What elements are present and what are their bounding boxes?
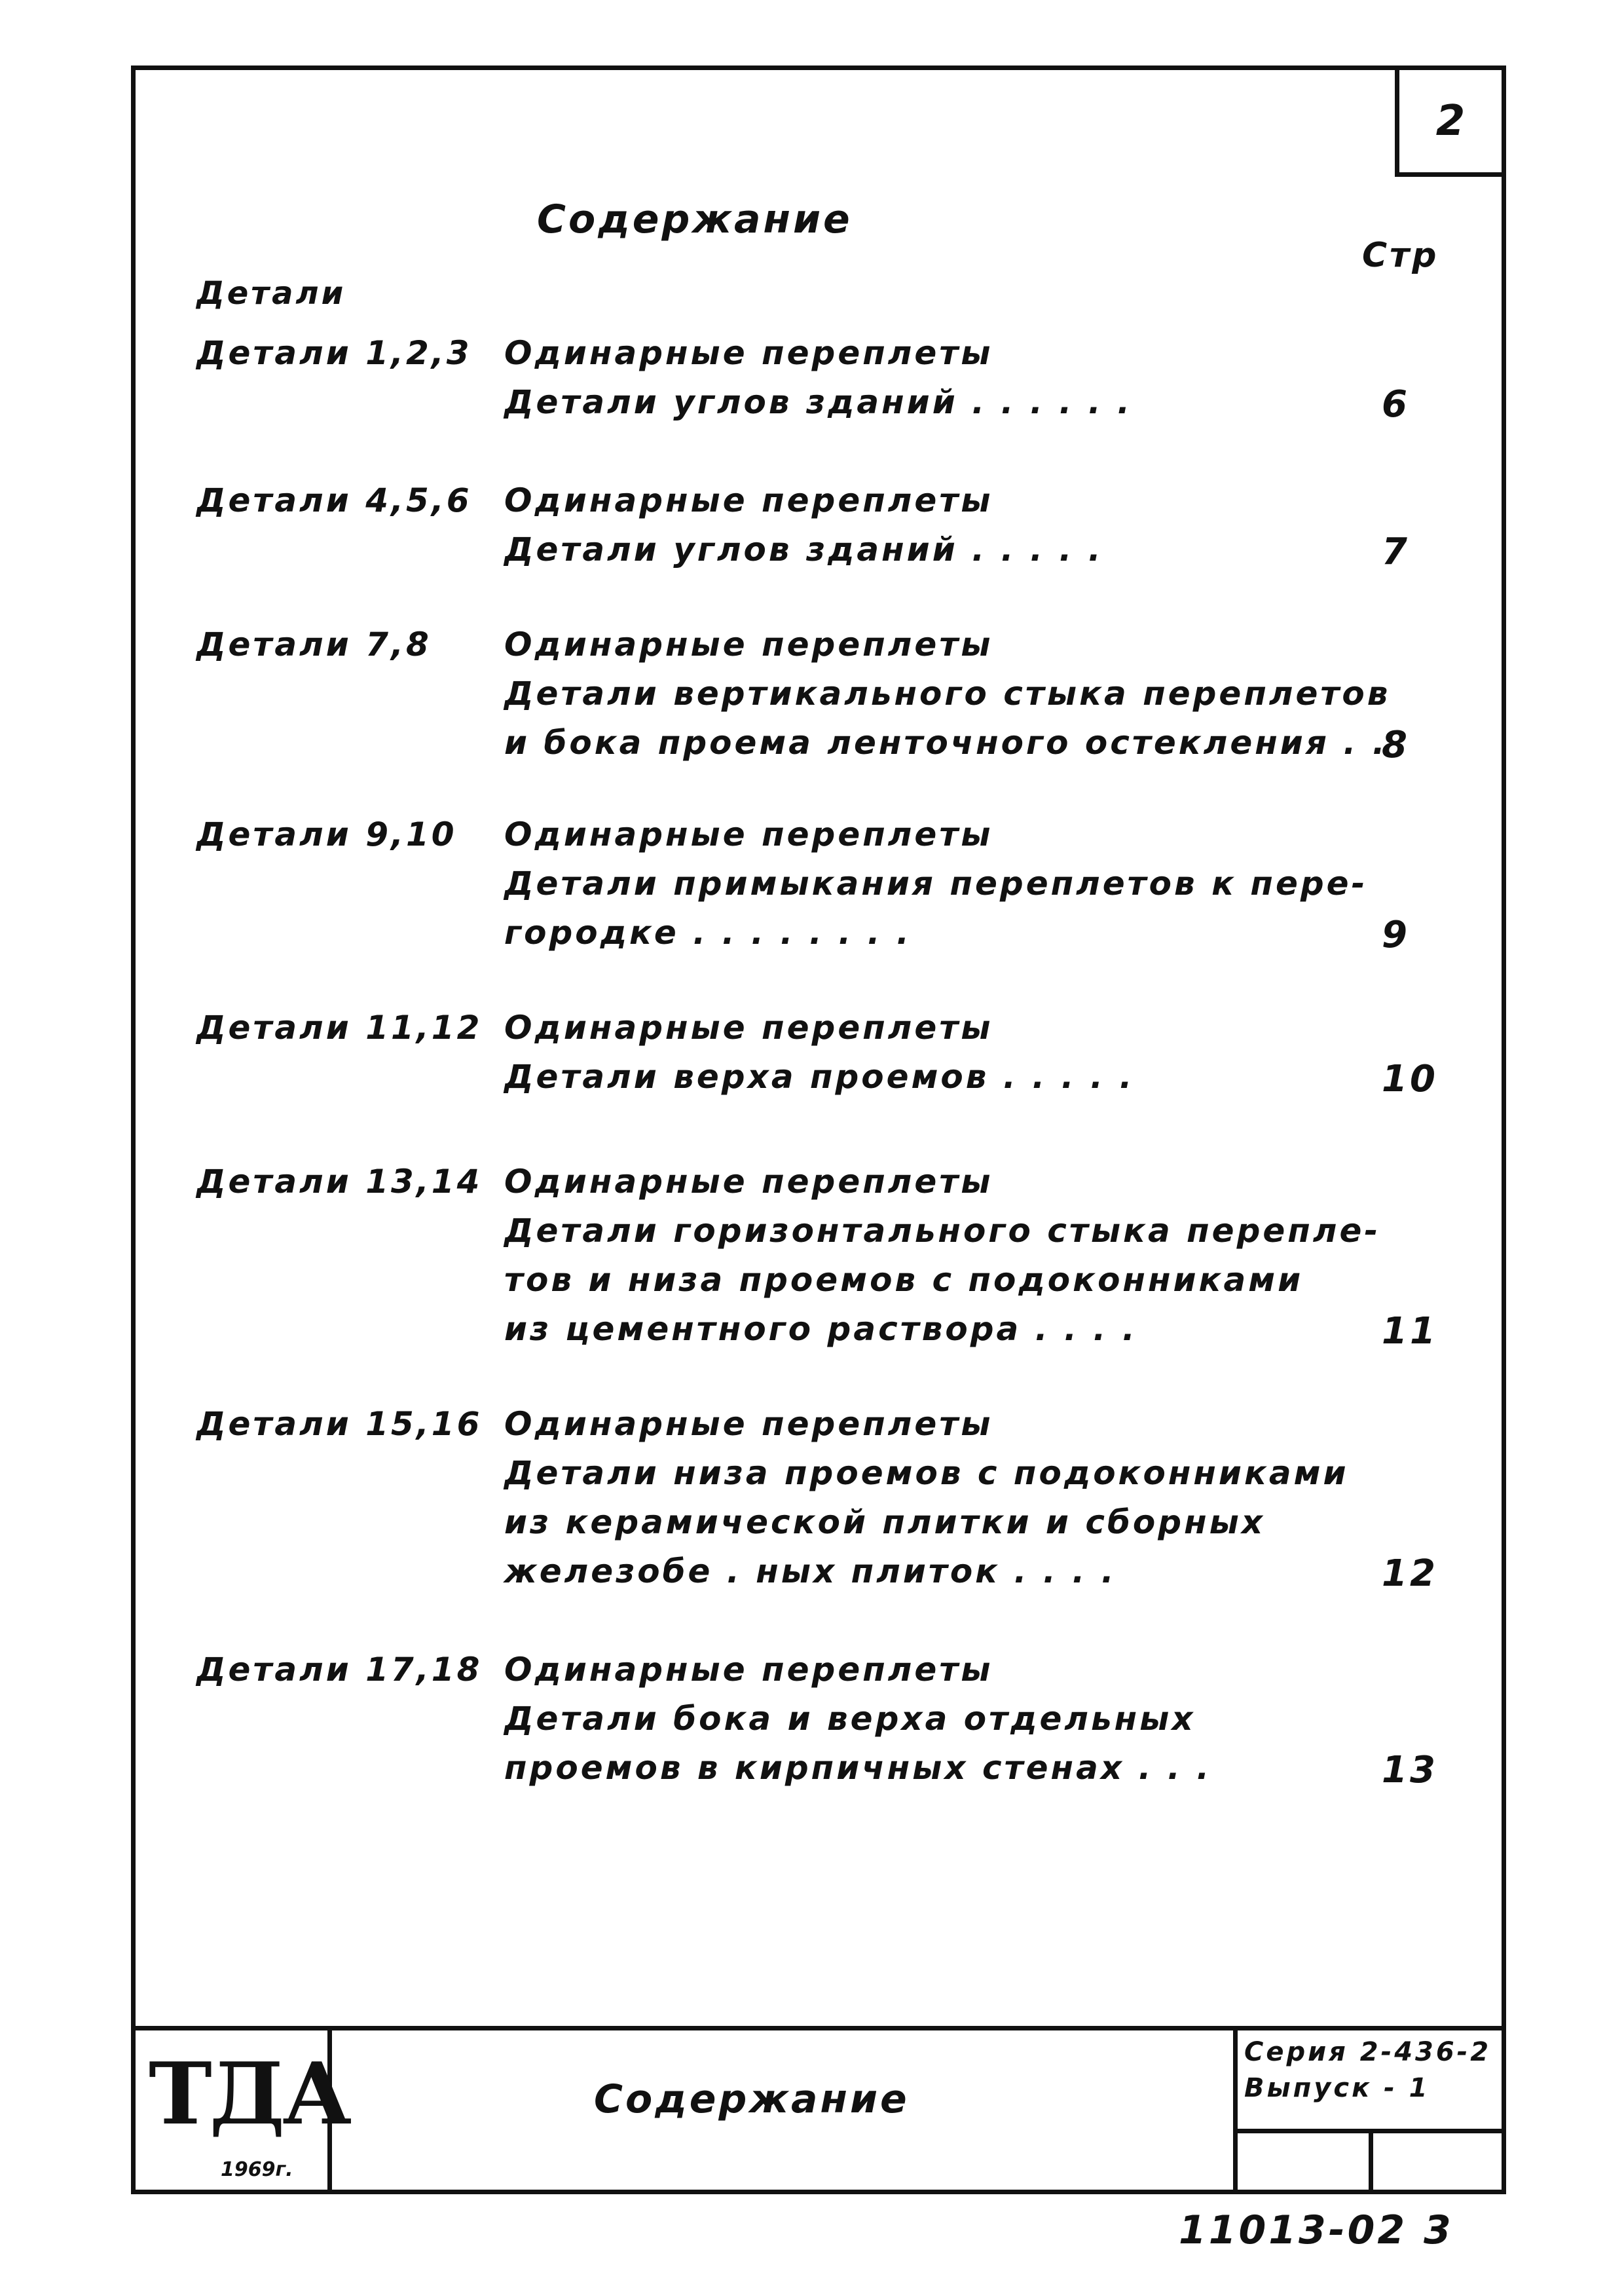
toc-entry-label: Детали 15,16	[196, 1405, 483, 1443]
series-label: Серия 2-436-2	[1244, 2037, 1492, 2067]
page-number: 2	[1435, 97, 1466, 145]
toc-entry-page: 13	[1382, 1749, 1438, 1791]
issue-label: Выпуск - 1	[1244, 2073, 1430, 2103]
toc-entry-line: из керамической плитки и сборных	[504, 1503, 1266, 1541]
toc-entry-page: 11	[1382, 1310, 1438, 1353]
org-logo: ТДА	[149, 2044, 350, 2144]
toc-entry-line: тов и низа проемов с подоконниками	[504, 1261, 1304, 1299]
toc-entry-line: Одинарные переплеты	[504, 815, 993, 853]
page-number-box	[1395, 65, 1506, 177]
toc-entry-page: 7	[1382, 531, 1410, 573]
page-title: Содержание	[537, 196, 853, 242]
toc-entry-label: Детали 13,14	[196, 1163, 483, 1201]
page-column-label: Стр	[1362, 236, 1439, 275]
title-block-title: Содержание	[594, 2076, 910, 2122]
toc-entry-label: Детали 4,5,6	[196, 481, 472, 519]
section-label: Детали	[196, 275, 346, 312]
toc-entry-line: Одинарные переплеты	[504, 1163, 993, 1201]
toc-entry-line: Детали примыкания переплетов к пере-	[504, 865, 1368, 903]
toc-entry-label: Детали 7,8	[196, 626, 432, 664]
logo-cell	[136, 2030, 350, 2190]
toc-entry-label: Детали 9,10	[196, 815, 457, 853]
logo-year: 1969г.	[221, 2158, 293, 2181]
toc-entry-line: Одинарные переплеты	[504, 1009, 993, 1047]
toc-entry-label: Детали 1,2,3	[196, 334, 472, 372]
toc-entry-line: Одинарные переплеты	[504, 1651, 993, 1689]
toc-entry-line: городке . . . . . . . .	[504, 914, 912, 952]
toc-entry-line: Детали низа проемов с подоконниками	[504, 1454, 1349, 1492]
toc-entry-line: Детали бока и верха отдельных	[504, 1700, 1196, 1738]
toc-entry-line: Детали углов зданий . . . . . .	[504, 383, 1133, 421]
toc-entry-line: Одинарные переплеты	[504, 334, 993, 372]
toc-entry-page: 6	[1382, 383, 1410, 426]
toc-entry-line: Детали углов зданий . . . . .	[504, 531, 1103, 569]
toc-entry-line: Одинарные переплеты	[504, 626, 993, 664]
toc-entry-page: 8	[1382, 724, 1410, 766]
series-cell	[1233, 2030, 1502, 2190]
toc-entry-page: 12	[1382, 1552, 1438, 1595]
toc-entry-label: Детали 17,18	[196, 1651, 483, 1689]
toc-entry-line: из цементного раствора . . . .	[504, 1310, 1137, 1348]
toc-entry-line: Детали верха проемов . . . . .	[504, 1058, 1135, 1096]
toc-entry-line: Детали горизонтального стыка перепле-	[504, 1212, 1381, 1250]
toc-entry-line: Одинарные переплеты	[504, 1405, 993, 1443]
toc-entry-line: Одинарные переплеты	[504, 481, 993, 519]
series-cell-divider	[1369, 2129, 1373, 2194]
toc-entry-line: проемов в кирпичных стенах . . .	[504, 1749, 1212, 1787]
toc-entry-line: железобе . ных плиток . . . .	[504, 1552, 1116, 1590]
toc-entry-line: и бока проема ленточного остекления . .	[504, 724, 1388, 762]
toc-entry-page: 10	[1382, 1058, 1438, 1100]
title-block	[136, 2026, 1502, 2190]
toc-entry-page: 9	[1382, 914, 1410, 956]
sheet-code: 11013-02 3	[1179, 2207, 1454, 2253]
toc-entry-label: Детали 11,12	[196, 1009, 483, 1047]
toc-entry-line: Детали вертикального стыка переплетов	[504, 675, 1391, 713]
